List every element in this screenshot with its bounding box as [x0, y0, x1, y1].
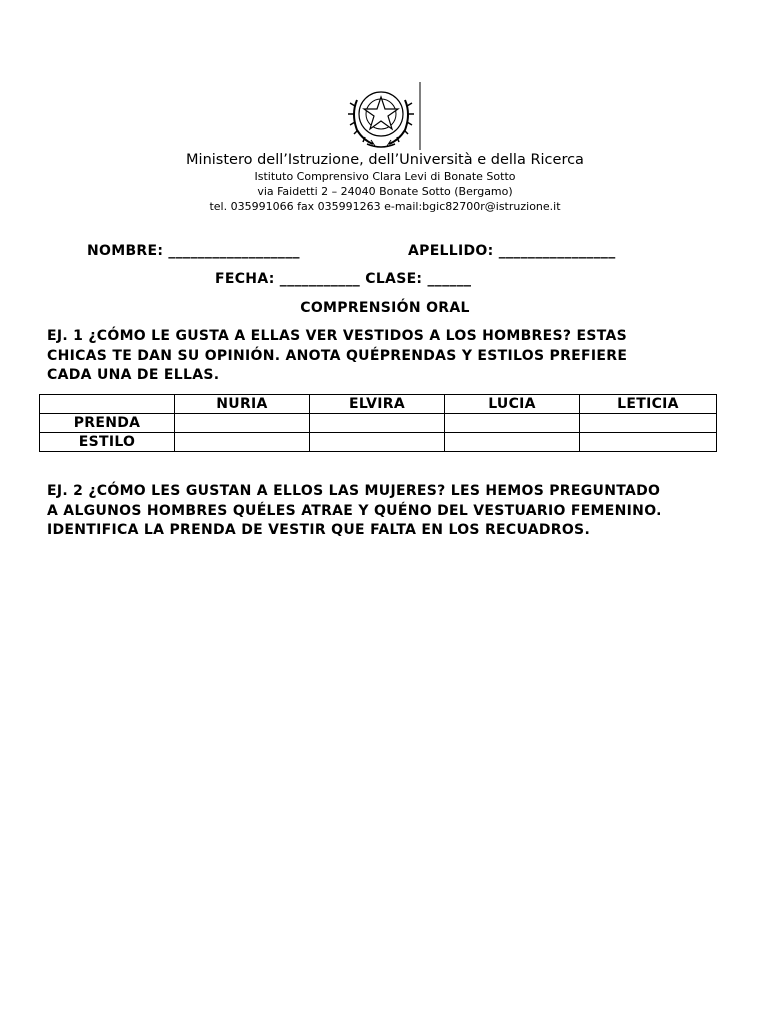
institute-name: Istituto Comprensivo Clara Levi di Bonate Sotto [254, 170, 516, 183]
answer-cell[interactable] [445, 433, 580, 452]
table-header-cell: ELVIRA [310, 395, 445, 414]
table-header-cell [40, 395, 175, 414]
answer-table [39, 394, 717, 452]
row-label: ESTILO [40, 433, 175, 452]
fecha-clase-field[interactable]: FECHA: ___________ CLASE: ______ [215, 271, 472, 287]
answer-cell[interactable] [445, 414, 580, 433]
answer-cell[interactable] [580, 414, 717, 433]
exercise-2-line: IDENTIFICA LA PRENDA DE VESTIR QUE FALTA EN LOS RECUADROS. [47, 522, 591, 538]
ministry-name: Ministero dell’Istruzione, dell’Università e della Ricerca [186, 152, 584, 168]
exercise-2-line: EJ. 2 ¿CÓMO LES GUSTAN A ELLOS LAS MUJERES? LES HEMOS PREGUNTADO [47, 483, 661, 499]
exercise-2-instructions [47, 482, 662, 541]
italian-republic-emblem-icon [343, 80, 423, 152]
row-label: PRENDA [40, 414, 175, 433]
table-row [40, 433, 717, 452]
nombre-field[interactable]: NOMBRE: __________________ [87, 243, 300, 259]
table-header-cell: LETICIA [580, 395, 717, 414]
answer-cell[interactable] [175, 414, 310, 433]
table-row [40, 414, 717, 433]
exercise-1-line: EJ. 1 ¿CÓMO LE GUSTA A ELLAS VER VESTIDOS A LOS HOMBRES? ESTAS [47, 328, 627, 344]
exercise-1-instructions [47, 327, 627, 386]
exercise-1-line: CADA UNA DE ELLAS. [47, 367, 220, 383]
institute-address: via Faidetti 2 – 24040 Bonate Sotto (Bergamo) [257, 185, 513, 198]
table-header-row [40, 395, 717, 414]
table-header-cell: NURIA [175, 395, 310, 414]
answer-cell[interactable] [580, 433, 717, 452]
apellido-field[interactable]: APELLIDO: ________________ [408, 243, 616, 259]
exercise-2-line: A ALGUNOS HOMBRES QUÉLES ATRAE Y QUÉNO DEL VESTUARIO FEMENINO. [47, 502, 662, 519]
answer-cell[interactable] [310, 433, 445, 452]
table-header-cell: LUCIA [445, 395, 580, 414]
answer-cell[interactable] [310, 414, 445, 433]
page-title: COMPRENSIÓN ORAL [300, 300, 470, 316]
answer-cell[interactable] [175, 433, 310, 452]
institute-contact: tel. 035991066 fax 035991263 e-mail:bgic82700r@istruzione.it [209, 200, 561, 213]
exercise-1-line: CHICAS TE DAN SU OPINIÓN. ANOTA QUÉPRENDAS Y ESTILOS PREFIERE [47, 347, 628, 364]
